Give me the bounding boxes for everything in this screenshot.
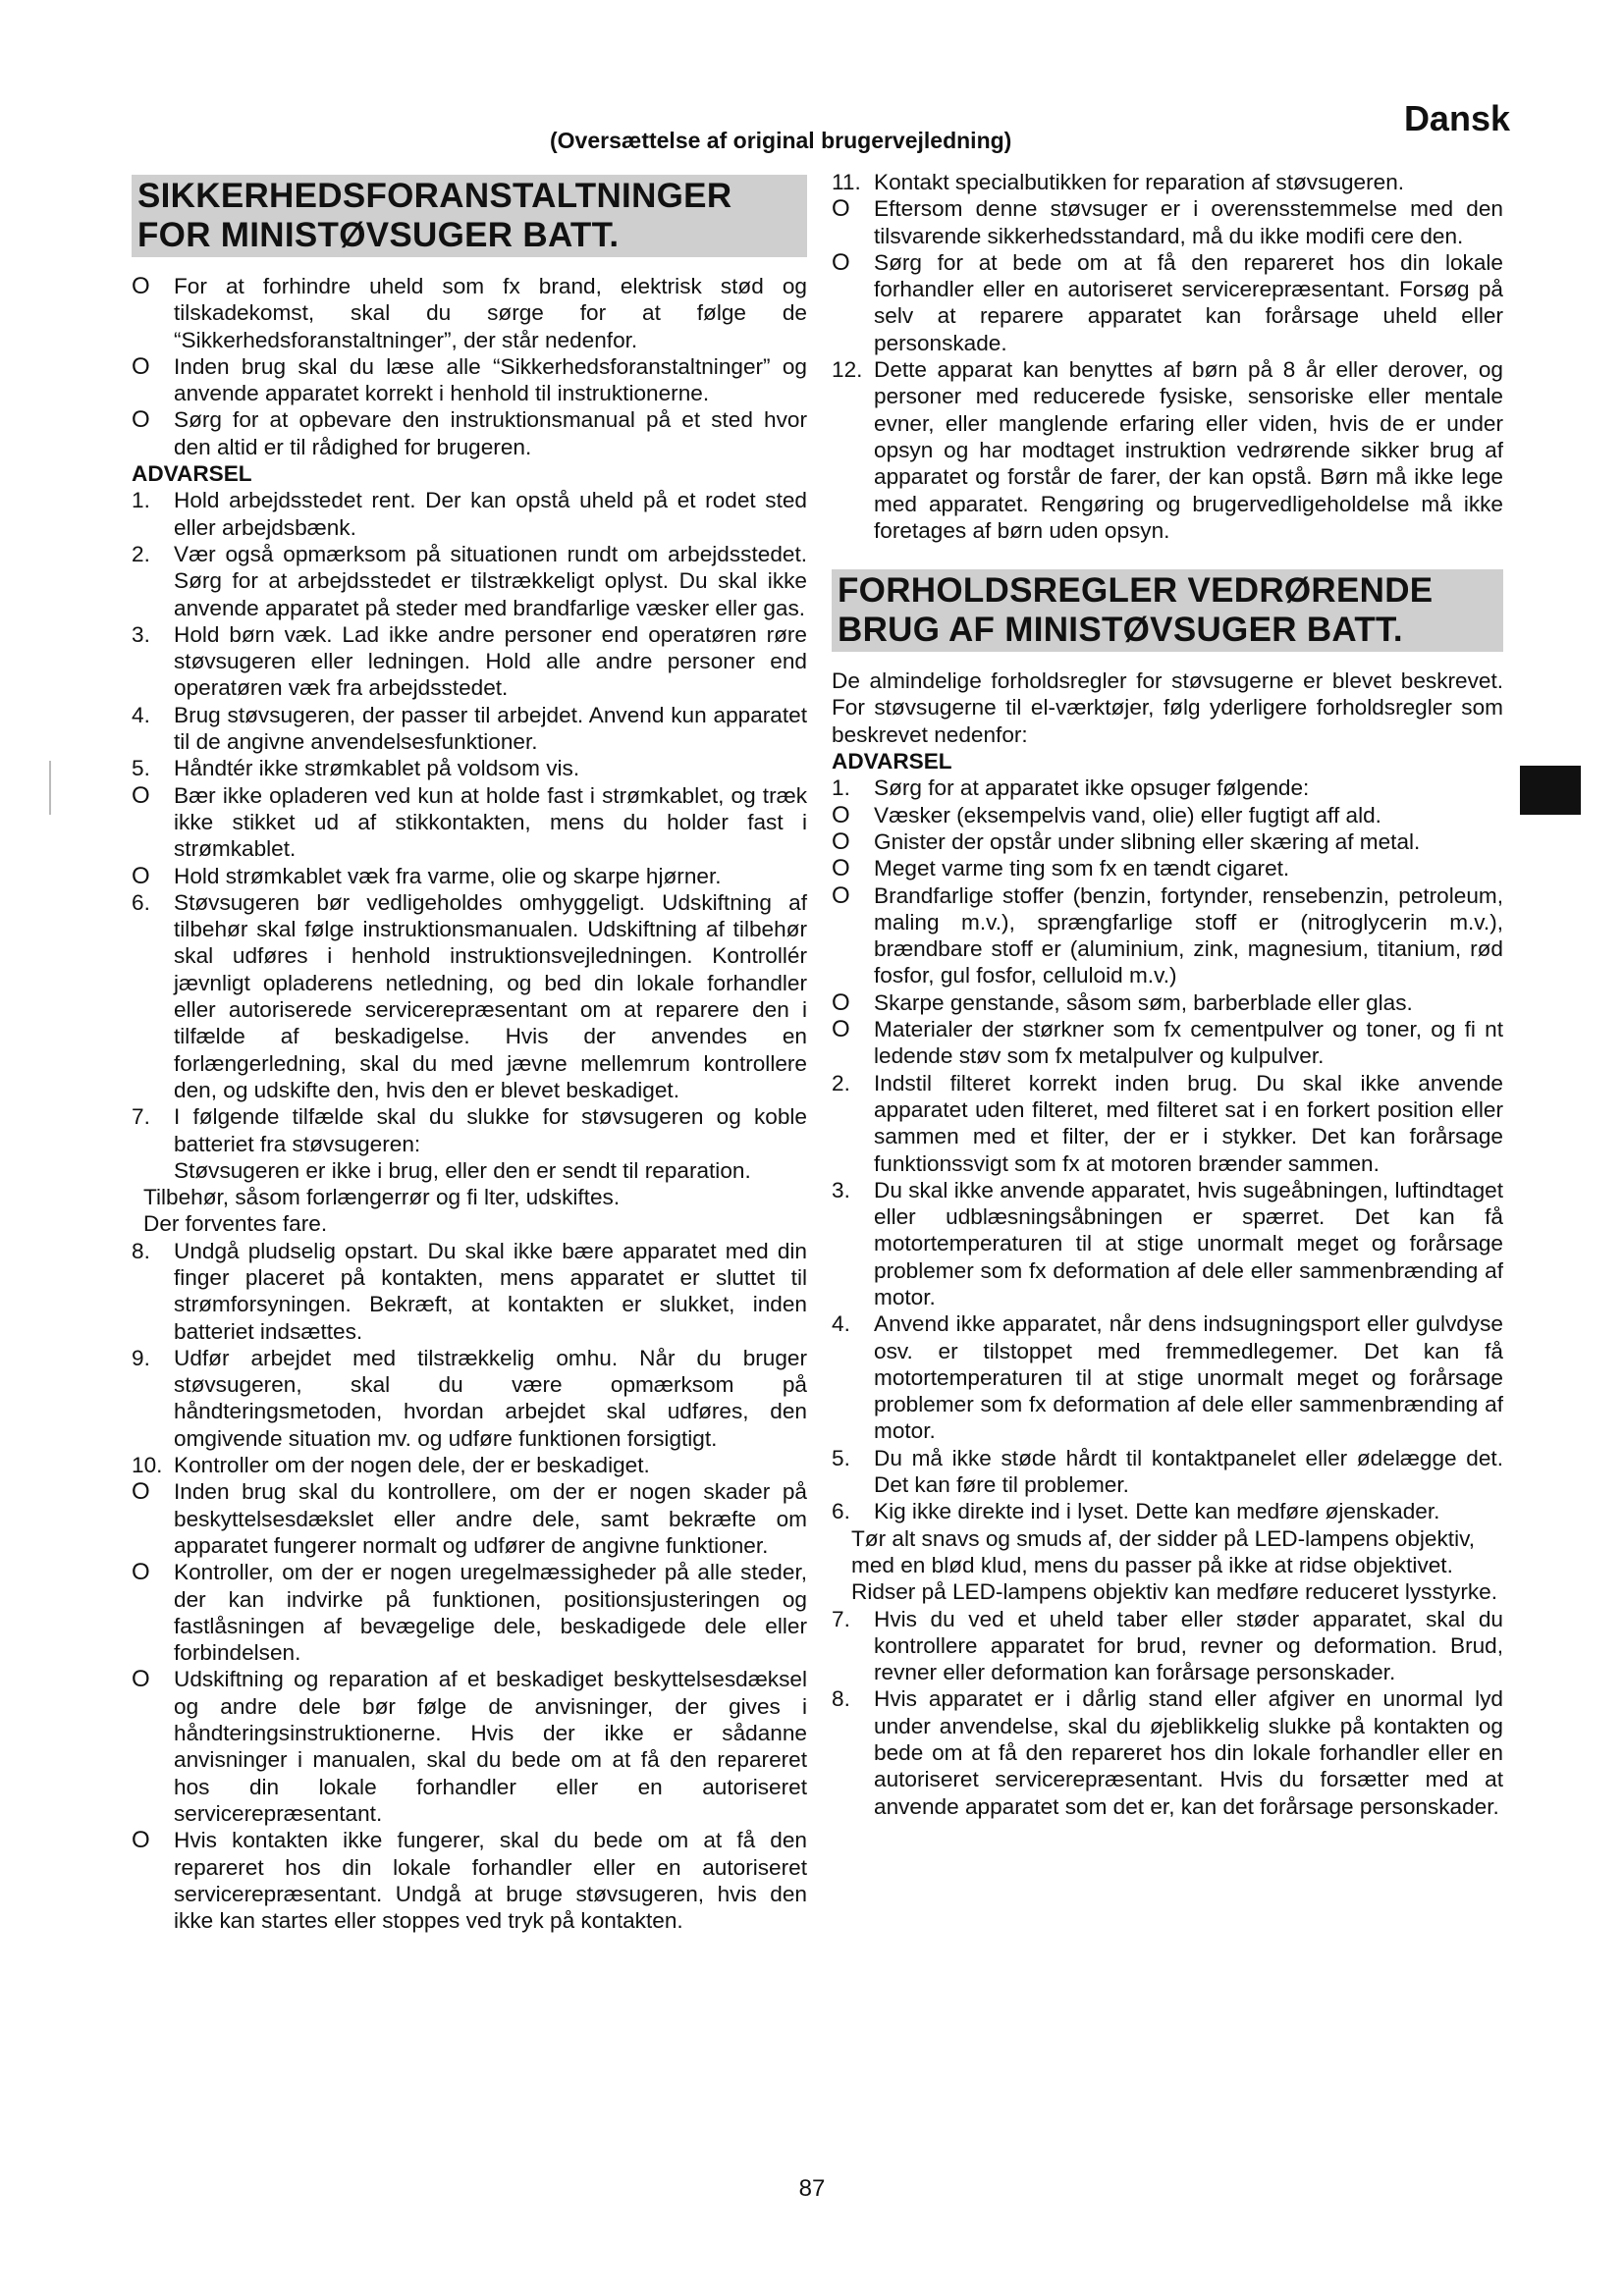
bullet-marker: O (132, 273, 150, 299)
item-text: Inden brug skal du læse alle “Sikkerhedsforanstaltninger” og anvende apparatet korrekt i henhold til instruktionerne. (174, 353, 807, 406)
left-column (132, 175, 807, 1934)
numbered-item (132, 702, 807, 756)
right-top-list (832, 169, 1503, 544)
item-text: Væsker (eksempelvis vand, olie) eller fugtigt aff ald. (874, 802, 1381, 828)
numbered-item (832, 1685, 1503, 1819)
item-text: Sørg for at apparatet ikke opsuger følgende: (874, 775, 1310, 801)
item-text: Inden brug skal du kontrollere, om der er nogen skader på beskyttelsesdækslet eller andre dele, samt bekræfte om apparatet fungerer normalt og udfører de angivne funktioner. (174, 1479, 807, 1558)
list-note: Tør alt snavs og smuds af, der sidder på LED-lampens objektiv, med en blød klud, mens du passer på ikke at ridse objektivet. (851, 1525, 1475, 1577)
item-text: Hold strømkablet væk fra varme, olie og skarpe hjørner. (174, 863, 722, 888)
item-text: Vær også opmærksom på situationen rundt om arbejdsstedet. Sørg for at arbejdsstedet er tilstrækkeligt oplyst. Du skal ikke anvende apparatet på steder med brandfarlige væsker eller gas. (174, 541, 807, 620)
item-text: Hvis du ved et uheld taber eller støder apparatet, skal du kontrollere apparatet for brud, revner og deformation. Brud, revner eller deformation kan forårsage personskader. (874, 1606, 1503, 1685)
item-number: 4. (132, 702, 150, 727)
page-number: 87 (798, 2175, 826, 2202)
bullet-item (132, 863, 807, 889)
item-text: Hold arbejdsstedet rent. Der kan opstå uheld på et rodet sted eller arbejdsbænk. (174, 488, 807, 540)
item-number: 8. (132, 1238, 150, 1263)
item-text: Kontroller om der nogen dele, der er beskadiget. (174, 1453, 650, 1478)
numbered-item (132, 487, 807, 541)
numbered-item (832, 774, 1503, 801)
bullet-marker: O (832, 248, 850, 276)
item-number: 6. (832, 1499, 850, 1524)
item-text: Eftersom denne støvsuger er i overensstemmelse med den tilsvarende sikkerhedsstandard, må du ikke modifi cere den. (874, 196, 1503, 248)
item-text: Hvis apparatet er i dårlig stand eller afgiver en unormal lyd under anvendelse, skal du øjeblikkelig slukke på kontakten og bede om at få den repareret hos din lokale forhandler eller en autoriseret servicerepræsentant. Hvis du forsætter med at anvende apparatet som det er, kan det forårsage personskader. (874, 1686, 1503, 1819)
bullet-marker: O (132, 1559, 150, 1586)
item-number: 5. (132, 756, 150, 781)
item-number: 8. (832, 1686, 850, 1712)
item-text: Hold børn væk. Lad ikke andre personer end operatøren røre støvsugeren eller ledningen. Hold alle andre personer end operatøren væk fra arbejdsstedet. (174, 621, 807, 701)
numbered-item (832, 1310, 1503, 1444)
item-number: 5. (832, 1445, 850, 1470)
item-number: 6. (132, 889, 150, 915)
language-tab-marker (1520, 766, 1581, 815)
numbered-item (132, 621, 807, 702)
numbered-item (132, 541, 807, 621)
item-number: 2. (132, 541, 150, 566)
item-text: Undgå pludselig opstart. Du skal ikke bære apparatet med din finger placeret på kontakten, mens apparatet er sluttet til strømforsyningen. Bekræft, at kontakten er slukket, inden batteriet indsættes. (174, 1238, 807, 1344)
left-intro-list (132, 273, 807, 460)
bullet-marker: O (832, 828, 850, 855)
numbered-item (132, 1103, 807, 1157)
item-number: 9. (132, 1345, 150, 1370)
bullet-marker: O (832, 881, 850, 909)
item-number: 12. (832, 357, 863, 383)
numbered-item (832, 356, 1503, 544)
item-number: 1. (832, 775, 850, 801)
item-number: 4. (832, 1311, 850, 1337)
warning-label: ADVARSEL (832, 749, 952, 774)
numbered-item (832, 1177, 1503, 1310)
bullet-marker: O (132, 406, 150, 434)
item-text: Du må ikke støde hårdt til kontaktpanelet eller ødelægge det. Det kan føre til problemer. (874, 1445, 1503, 1498)
numbered-item (132, 755, 807, 781)
item-text: Brug støvsugeren, der passer til arbejdet. Anvend kun apparatet til de angivne anvendelsesfunktioner. (174, 702, 807, 755)
bullet-item (132, 406, 807, 460)
bullet-item (832, 882, 1503, 989)
bullet-marker: O (832, 1016, 850, 1043)
bullet-item (832, 802, 1503, 828)
right-column (832, 169, 1503, 1820)
item-text: Udskiftning og reparation af et beskadiget beskyttelsesdæksel og andre dele bør følge de anvisninger, der gives i håndteringsinstruktionerne. Hvis der ikke er sådanne anvisninger i manualen, skal du bede om at få den repareret hos din lokale forhandler eller en autoriseret servicerepræsentant. (174, 1667, 807, 1826)
item-text: For at forhindre uheld som fx brand, elektrisk stød og tilskadekomst, skal du sørge for at følge de “Sikkerhedsforanstaltninger”, der står nedenfor. (174, 274, 807, 352)
numbered-item (832, 1445, 1503, 1499)
item-text: Håndtér ikke strømkablet på voldsom vis. (174, 756, 580, 781)
list-note: Ridser på LED-lampens objektiv kan medføre reduceret lysstyrke. (851, 1579, 1497, 1605)
bullet-marker: O (132, 352, 150, 380)
precautions-heading: FORHOLDSREGLER VEDRØRENDE BRUG AF MINISTØVSUGER BATT. (832, 569, 1503, 652)
item-text: Du skal ikke anvende apparatet, hvis sugeåbningen, luftindtaget eller udblæsningsåbningen er spærret. Det kan få motortemperaturen til at stige unormalt meget og forårsage problemer som fx deformation af dele eller sammenbrænding af motor. (874, 1177, 1503, 1309)
item-number: 11. (832, 170, 861, 194)
item-text: Anvend ikke apparatet, når dens indsugningsport eller gulvdyse osv. er tilstoppet med fremmedlegemer. Det kan få motortemperaturen til at stige unormalt meget og forårsage problemer som fx deformation af dele eller sammenbrænding af motor. (874, 1311, 1503, 1444)
item-number: 3. (132, 621, 150, 647)
item-number: 7. (832, 1606, 850, 1631)
item-text: Kig ikke direkte ind i lyset. Dette kan medføre øjenskader. (874, 1499, 1440, 1524)
item-text: Dette apparat kan benyttes af børn på 8 år eller derover, og personer med reducerede fysiske, sensoriske eller mentale evner, eller manglende erfaring eller viden, hvis de er under opsyn og har modtaget instruktion vedrørende sikker brug af apparatet og forstår de farer, der kan opstå. Børn må ikke lege med apparatet. Rengøring og brugervedligeholdelse må ikke foretages af børn uden opsyn. (874, 357, 1503, 543)
bullet-marker: O (832, 855, 850, 882)
safety-heading: SIKKERHEDSFORANSTALTNINGER FOR MINISTØVSUGER BATT. (132, 175, 807, 257)
item-text: Skarpe genstande, såsom søm, barberblade eller glas. (874, 989, 1413, 1015)
bullet-item (832, 855, 1503, 881)
item-text: Støvsugeren bør vedligeholdes omhyggeligt. Udskiftning af tilbehør skal følge instruktionsmanualen. Udskiftning af tilbehør skal udføres i henhold instruktionsvejledningen. Kontrollér jævnligt opladerens netledning, og bed din lokale forhandler eller autoriserede servicerepræsentant om at reparere den i tilfælde af beskadigelse. Hvis der anvendes en forlængerledning, skal du med jævne mellemrum kontrollere den, og udskifte den, hvis den er blevet beskadiget. (174, 889, 807, 1102)
bullet-marker: O (132, 1827, 150, 1854)
bullet-item (132, 1559, 807, 1666)
item-text: Kontakt specialbutikken for reparation af støvsugeren. (874, 170, 1405, 194)
item-number: 1. (132, 488, 150, 513)
bullet-item (832, 195, 1503, 249)
numbered-item (832, 1606, 1503, 1686)
bullet-marker: O (132, 862, 150, 889)
numbered-item (132, 1452, 807, 1478)
bullet-item (832, 1016, 1503, 1070)
left-warning-list (132, 487, 807, 1934)
bullet-item (132, 782, 807, 863)
numbered-item (132, 889, 807, 1103)
item-text: Gnister der opstår under slibning eller skæring af metal. (874, 828, 1421, 854)
bullet-marker: O (132, 1478, 150, 1506)
margin-line (49, 761, 51, 815)
bullet-item (132, 1666, 807, 1827)
bullet-item (832, 249, 1503, 356)
document-subtitle: (Oversættelse af original brugervejledning) (550, 128, 1012, 153)
bullet-item (132, 353, 807, 407)
bullet-item (132, 273, 807, 353)
item-text: I følgende tilfælde skal du slukke for støvsugeren og koble batteriet fra støvsugeren: (174, 1104, 807, 1156)
item-text: Indstil filteret korrekt inden brug. Du skal ikke anvende apparatet uden filteret, med filteret sat i en forkert position eller sammen med et filter, der er i stykker. Det kan forårsage funktionssvigt som fx at motoren brænder sammen. (874, 1070, 1503, 1176)
list-continuation: Støvsugeren er ikke i brug, eller den er sendt til reparation. (174, 1157, 751, 1183)
item-number: 7. (132, 1104, 150, 1130)
bullet-item (832, 828, 1503, 855)
item-number: 2. (832, 1070, 850, 1095)
item-text: Udfør arbejdet med tilstrækkelig omhu. Når du bruger støvsugeren, skal du være opmærksom på håndteringsmetoden, hvordan arbejdet skal udføres, den omgivende situation mv. og udføre funktionen forsigtigt. (174, 1345, 807, 1451)
item-text: Kontroller, om der er nogen uregelmæssigheder på alle steder, der kan indvirke på funktionen, positionsjusteringen og fastlåsningen af bevægelige dele, beskadigede dele eller forbindelsen. (174, 1560, 807, 1666)
list-note: Tilbehør, såsom forlængerrør og fi lter, udskiftes. (143, 1185, 621, 1210)
right-warning-list (832, 774, 1503, 1820)
bullet-marker: O (132, 781, 150, 809)
item-number: 3. (832, 1177, 850, 1202)
language-label: Dansk (1403, 98, 1510, 138)
item-text: Bær ikke opladeren ved kun at holde fast i strømkablet, og træk ikke stikket ud af stikkontakten, mens du holder fast i strømkablet. (174, 782, 807, 862)
bullet-item (132, 1478, 807, 1559)
numbered-item (132, 1238, 807, 1345)
bullet-marker: O (832, 988, 850, 1016)
item-text: Meget varme ting som fx en tændt cigaret. (874, 856, 1290, 881)
item-text: Materialer der størkner som fx cementpulver og toner, og fi nt ledende støv som fx metalpulver og kulpulver. (874, 1017, 1503, 1069)
list-note: Der forventes fare. (143, 1211, 328, 1237)
item-text: Sørg for at bede om at få den repareret hos din lokale forhandler eller en autoriseret servicerepræsentant. Forsøg på selv at reparere apparatet kan forårsage uheld eller personskade. (874, 249, 1503, 355)
numbered-item (832, 1498, 1503, 1524)
bullet-marker: O (832, 195, 850, 223)
bullet-marker: O (132, 1666, 150, 1693)
numbered-item (832, 1070, 1503, 1177)
item-text: Sørg for at opbevare den instruktionsmanual på et sted hvor den altid er til rådighed for brugeren. (174, 407, 807, 459)
warning-label: ADVARSEL (132, 461, 252, 487)
bullet-item (132, 1827, 807, 1934)
precautions-intro: De almindelige forholdsregler for støvsugerne er blevet beskrevet. For støvsugerne til el-værktøjer, følg yderligere forholdsregler som beskrevet nedenfor: (832, 668, 1503, 747)
bullet-marker: O (832, 801, 850, 828)
item-text: Brandfarlige stoffer (benzin, fortynder, rensebenzin, petroleum, maling m.v.), sprængfarlige stoff er (nitroglycerin m.v.), brændbare stoff er (aluminium, zink, magnesium, titanium, rød fosfor, gul fosfor, celluloid m.v.) (874, 882, 1503, 988)
numbered-item (132, 1345, 807, 1452)
item-number: 10. (132, 1453, 163, 1478)
bullet-item (832, 989, 1503, 1016)
numbered-item (832, 169, 1503, 195)
item-text: Hvis kontakten ikke fungerer, skal du bede om at få den repareret hos din lokale forhandler eller en autoriseret servicerepræsentant. Undgå at bruge støvsugeren, hvis den ikke kan startes eller stoppes ved tryk på kontakten. (174, 1828, 807, 1934)
